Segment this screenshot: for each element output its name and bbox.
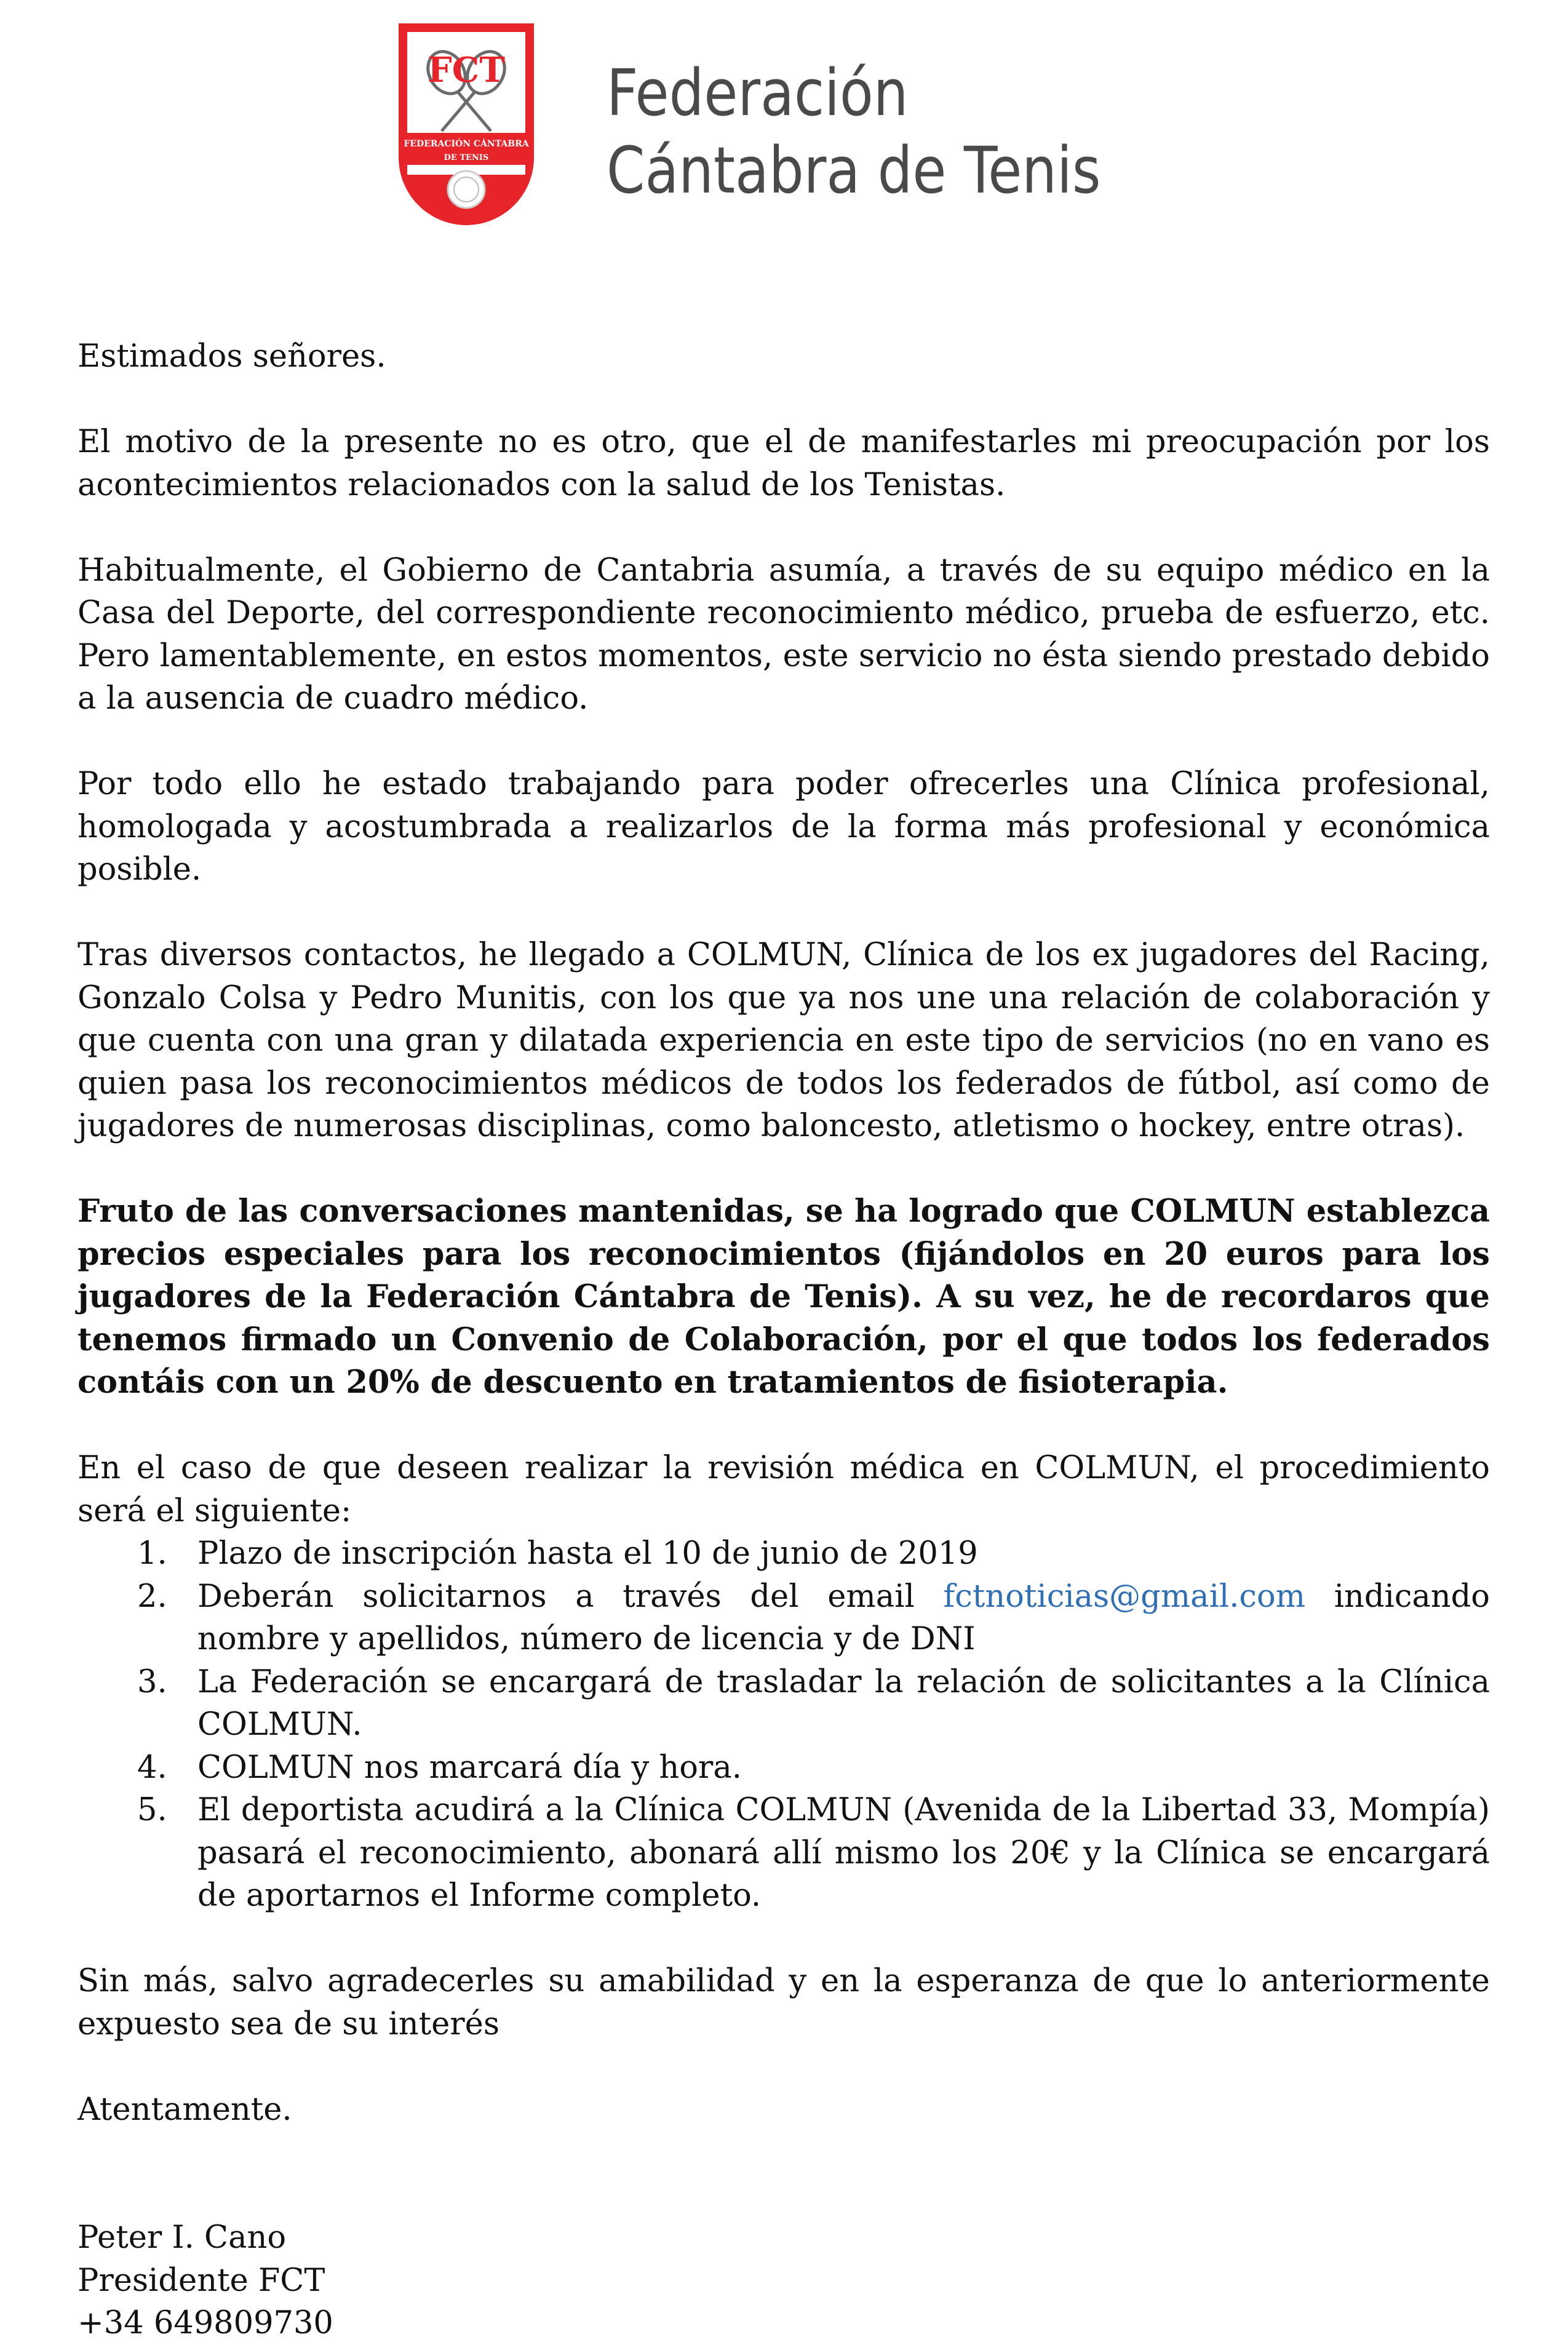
step-text: Plazo de inscripción hasta el 10 de junio de 2019 — [197, 1535, 978, 1572]
email-link[interactable]: fctnoticias@gmail.com — [943, 1578, 1306, 1615]
step-3 — [78, 1661, 1490, 1746]
letter-body — [78, 335, 1490, 2345]
step-text: La Federación se encargará de trasladar la relación de solicitantes a la Clínica COLMUN. — [197, 1663, 1490, 1743]
fct-logo — [399, 23, 534, 225]
logo-caption-1: FEDERACIÓN CÁNTABRA — [404, 139, 529, 149]
paragraph-2: Habitualmente, el Gobierno de Cantabria asumía, a través de su equipo médico en la Casa del Deporte, del correspondiente reconocimiento médico, prueba de esfuerzo, etc. Pero lamentablemente, en estos momentos, este servicio no ésta siendo prestado debido a la ausencia de cuadro médico. — [78, 552, 1490, 717]
logo-monogram: FCT — [428, 50, 505, 90]
step-text-after: indicando nombre y apellidos, número de licencia y de DNI — [197, 1578, 1490, 1657]
closing-paragraph: Sin más, salvo agradecerles su amabilidad y en la esperanza de que lo anteriormente expuesto sea de su interés — [78, 1963, 1490, 2042]
org-name-line2: Cántabra de Tenis — [607, 133, 1101, 208]
greeting: Estimados señores. — [78, 338, 386, 375]
step-number: 3. — [137, 1663, 167, 1700]
paragraph-5-highlight: Fruto de las conversaciones mantenidas, se ha logrado que COLMUN establezca precios especiales para los reconocimientos (fijándolos en 20 euros para los jugadores de la Federación Cántabra de Tenis). A su vez, he de recordaros que tenemos firmado un Convenio de Colaboración, por el que todos los federados contáis con un 20% de descuento en tratamientos de fisioterapia. — [78, 1193, 1490, 1401]
signature-block — [78, 2216, 1490, 2345]
step-text: El deportista acudirá a la Clínica COLMUN (Avenida de la Libertad 33, Mompía) pasará el reconocimiento, abonará allí mismo los 20€ y la Clínica se encargará de aportarnos el Informe completo. — [197, 1792, 1490, 1914]
paragraph-3: Por todo ello he estado trabajando para poder ofrecerles una Clínica profesional, homologada y acostumbrada a realizarlos de la forma más profesional y económica posible. — [78, 766, 1490, 888]
step-text: COLMUN nos marcará día y hora. — [197, 1749, 742, 1786]
paragraph-1: El motivo de la presente no es otro, que el de manifestarles mi preocupación por los acontecimientos relacionados con la salud de los Tenistas. — [78, 424, 1490, 503]
sign-off: Atentamente. — [78, 2091, 292, 2128]
signer-title: Presidente FCT — [78, 2262, 325, 2299]
step-4 — [78, 1746, 1490, 1790]
step-2 — [78, 1575, 1490, 1661]
letterhead — [399, 23, 1198, 226]
step-number: 1. — [137, 1535, 167, 1572]
step-number: 4. — [137, 1749, 167, 1786]
step-text-before: Deberán solicitarnos a través del email — [197, 1578, 944, 1615]
paragraph-4: Tras diversos contactos, he llegado a COLMUN, Clínica de los ex jugadores del Racing, Gonzalo Colsa y Pedro Munitis, con los que ya nos une una relación de colaboración y que cuenta con una gran y dilatada experiencia en este tipo de servicios (no en vano es quien pasa los reconocimientos médicos de todos los federados de fútbol, así como de jugadores de numerosas disciplinas, como baloncesto, atletismo o hockey, entre otras). — [78, 937, 1490, 1144]
step-1 — [78, 1532, 1490, 1575]
logo-caption-2: DE TENIS — [444, 153, 489, 162]
organization-name — [607, 54, 1100, 209]
signer-name: Peter I. Cano — [78, 2220, 287, 2256]
procedure-intro: En el caso de que deseen realizar la revisión médica en COLMUN, el procedimiento será el siguiente: — [78, 1450, 1490, 1529]
step-number: 5. — [137, 1792, 167, 1828]
signer-phone: +34 649809730 — [78, 2305, 333, 2341]
step-number: 2. — [137, 1578, 167, 1615]
org-name-line1: Federación — [607, 55, 909, 130]
procedure-steps — [78, 1532, 1490, 1917]
step-5 — [78, 1789, 1490, 1917]
